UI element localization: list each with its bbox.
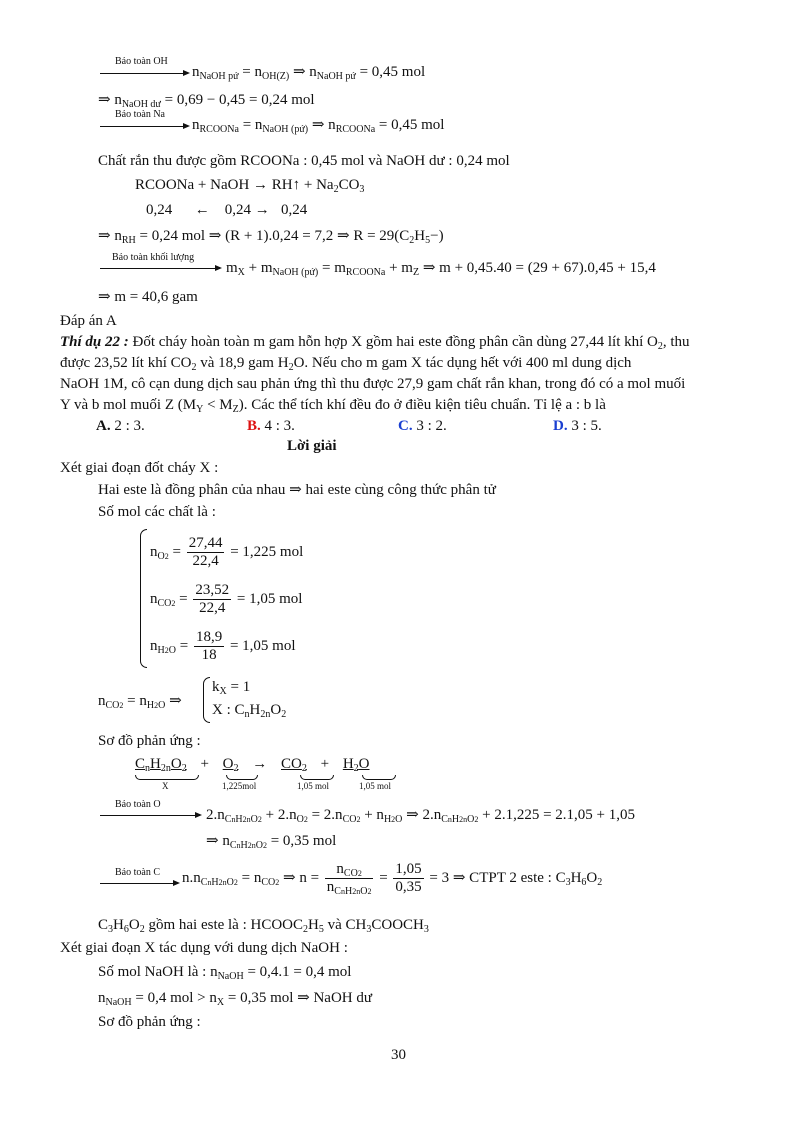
- arrow: [100, 268, 220, 269]
- underbrace: [135, 775, 199, 780]
- page-number: 30: [391, 1047, 406, 1063]
- underbrace: [300, 775, 334, 780]
- brace: [203, 677, 210, 723]
- reaction-scheme: $C_nH_{2n}O_2 + O_2 \to CO_2 + H_2O$: [135, 756, 370, 774]
- mol-o2: $n_{O2}$ = $\frac{27,44}{22,4}$ = 1,225 mol: [150, 535, 304, 570]
- text-line: Sơ đồ phản ứng :: [98, 733, 201, 749]
- k-line: $n_{CO2} = n_{H2O}$ ⇒: [98, 693, 182, 711]
- text-line: Xét giai đoạn X tác dụng với dung dịch NaOH :: [60, 940, 348, 956]
- equation-line-7: ⇒ $n_{RH} = 0,24$ mol ⇒ (R + 1).0,24 = 7,2 ⇒ $R = 29(C_2H_5-)$: [98, 228, 444, 246]
- solution-title: Lời giải: [287, 438, 337, 454]
- option-letter: B.: [247, 418, 261, 434]
- arrow-label: Bảo toàn khối lượng: [112, 252, 195, 263]
- underbrace-label: 1,225mol: [222, 781, 257, 791]
- arrow-label: Bảo toàn OH: [115, 56, 168, 67]
- arrow: [100, 73, 188, 74]
- option-letter: D.: [553, 418, 568, 434]
- oxygen-balance: $2.n_{CnH2nO2} + 2.n_{O2} = 2.n_{CO2} + n_{H2O}$ ⇒ $2.n_{CnH2nO2} + 2.1,225 = 2.1,05 + 1,05$: [206, 807, 636, 825]
- text-line: Số mol các chất là :: [98, 504, 216, 520]
- example-line-4: Y và b mol muối Z $(M_Y < M_Z)$. Các thể tích khí đều đo ở điều kiện tiêu chuẩn. Tỉ lệ a : b là: [60, 397, 606, 415]
- text-line: Hai este là đồng phân của nhau ⇒ hai este cùng công thức phân tử: [98, 482, 496, 498]
- example-line-1: Thí dụ 22 : Đốt cháy hoàn toàn m gam hỗn hợp X gồm hai este đồng phân cần dùng 27,44 lít khí $O_2$, thu: [60, 334, 690, 352]
- arrow-label: Bảo toàn Na: [115, 109, 165, 120]
- ester-list: $C_3H_6O_2$ gồm hai este là : $HCOOC_2H_5$ và $CH_3COOCH_3$: [98, 917, 429, 935]
- mol-co2: $n_{CO2}$ = $\frac{23,52}{22,4}$ = 1,05 mol: [150, 582, 303, 617]
- equation-line-2: ⇒ $n_{NaOH dư} = 0,69 - 0,45 = 0,24$ mol: [98, 92, 315, 110]
- arrow: [100, 883, 178, 884]
- answer-line: Đáp án A: [60, 313, 117, 329]
- text-line: Xét giai đoạn đốt cháy X :: [60, 460, 219, 476]
- option-d: D. 3 : 5.: [553, 418, 602, 434]
- arrow: [100, 126, 188, 127]
- text-line: Sơ đồ phản ứng :: [98, 1014, 201, 1030]
- option-letter: C.: [398, 418, 413, 434]
- underbrace: [226, 775, 258, 780]
- k-value: $k_X = 1$: [212, 679, 251, 697]
- x-formula: X : $C_nH_{2n}O_2$: [212, 702, 287, 720]
- naoh-excess: $n_{NaOH} = 0,4$ mol > $n_X = 0,35$ mol ⇒ NaOH dư: [98, 990, 373, 1008]
- naoh-mol: Số mol NaOH là : $n_{NaOH} = 0,4.1 = 0,4$ mol: [98, 964, 352, 982]
- arrow-label: Bảo toàn C: [115, 867, 160, 878]
- example-line-3: NaOH 1M, cô cạn dung dịch sau phản ứng thì thu được 27,9 gam chất rắn khan, trong đó có a mol muối: [60, 376, 686, 392]
- underbrace-label: 1,05 mol: [359, 781, 392, 791]
- underbrace-label: X: [162, 781, 169, 791]
- option-a: A. 2 : 3.: [96, 418, 145, 434]
- reaction-amounts: 0,24 ← 0,24 → 0,24: [146, 202, 308, 218]
- underbrace: [362, 775, 396, 780]
- example-line-2: được 23,52 lít khí $CO_2$ và 18,9 gam $H_2O$. Nếu cho m gam X tác dụng hết với 400 ml dung dịch: [60, 355, 632, 373]
- equation-line-9: ⇒ m = 40,6 gam: [98, 289, 198, 305]
- underbrace-label: 1,05 mol: [297, 781, 330, 791]
- arrow: [100, 815, 200, 816]
- option-letter: A.: [96, 418, 111, 434]
- mol-h2o: $n_{H2O}$ = $\frac{18,9}{18}$ = 1,05 mol: [150, 629, 296, 664]
- text-line: Chất rắn thu được gồm RCOONa : 0,45 mol và NaOH dư : 0,24 mol: [98, 153, 510, 169]
- option-c: C. 3 : 2.: [398, 418, 447, 434]
- equation-line-1: $n_{NaOH pứ} = n_{OH(Z)}$ ⇒ $n_{NaOH pứ} = 0,45$ mol: [192, 64, 426, 82]
- brace: [140, 529, 147, 668]
- reaction-line: RCOONa + NaOH → RH↑ + $Na_2CO_3$: [135, 177, 365, 195]
- equation-line-8: $m_X + m_{NaOH (pứ)} = m_{RCOONa} + m_Z$ ⇒ m + 0,45.40 = (29 + 67).0,45 + 15,4: [226, 260, 656, 278]
- option-b: B. 4 : 3.: [247, 418, 295, 434]
- equation-line-3: $n_{RCOONa} = n_{NaOH (pứ)}$ ⇒ $n_{RCOONa} = 0,45$ mol: [192, 117, 445, 135]
- carbon-balance: $n.n_{CnH2nO2} = n_{CO2}$ ⇒ n = $\frac{n_{CO2}}{n_{CnH2nO2}}$ = $\frac{1,05}{0,35}$ = 3 ⇒ CTPT 2 este : $C_3H_6O_2$: [182, 861, 603, 898]
- arrow-label: Bảo toàn O: [115, 799, 161, 810]
- mol-ester: ⇒ $n_{CnH2nO2} = 0,35$ mol: [206, 833, 337, 851]
